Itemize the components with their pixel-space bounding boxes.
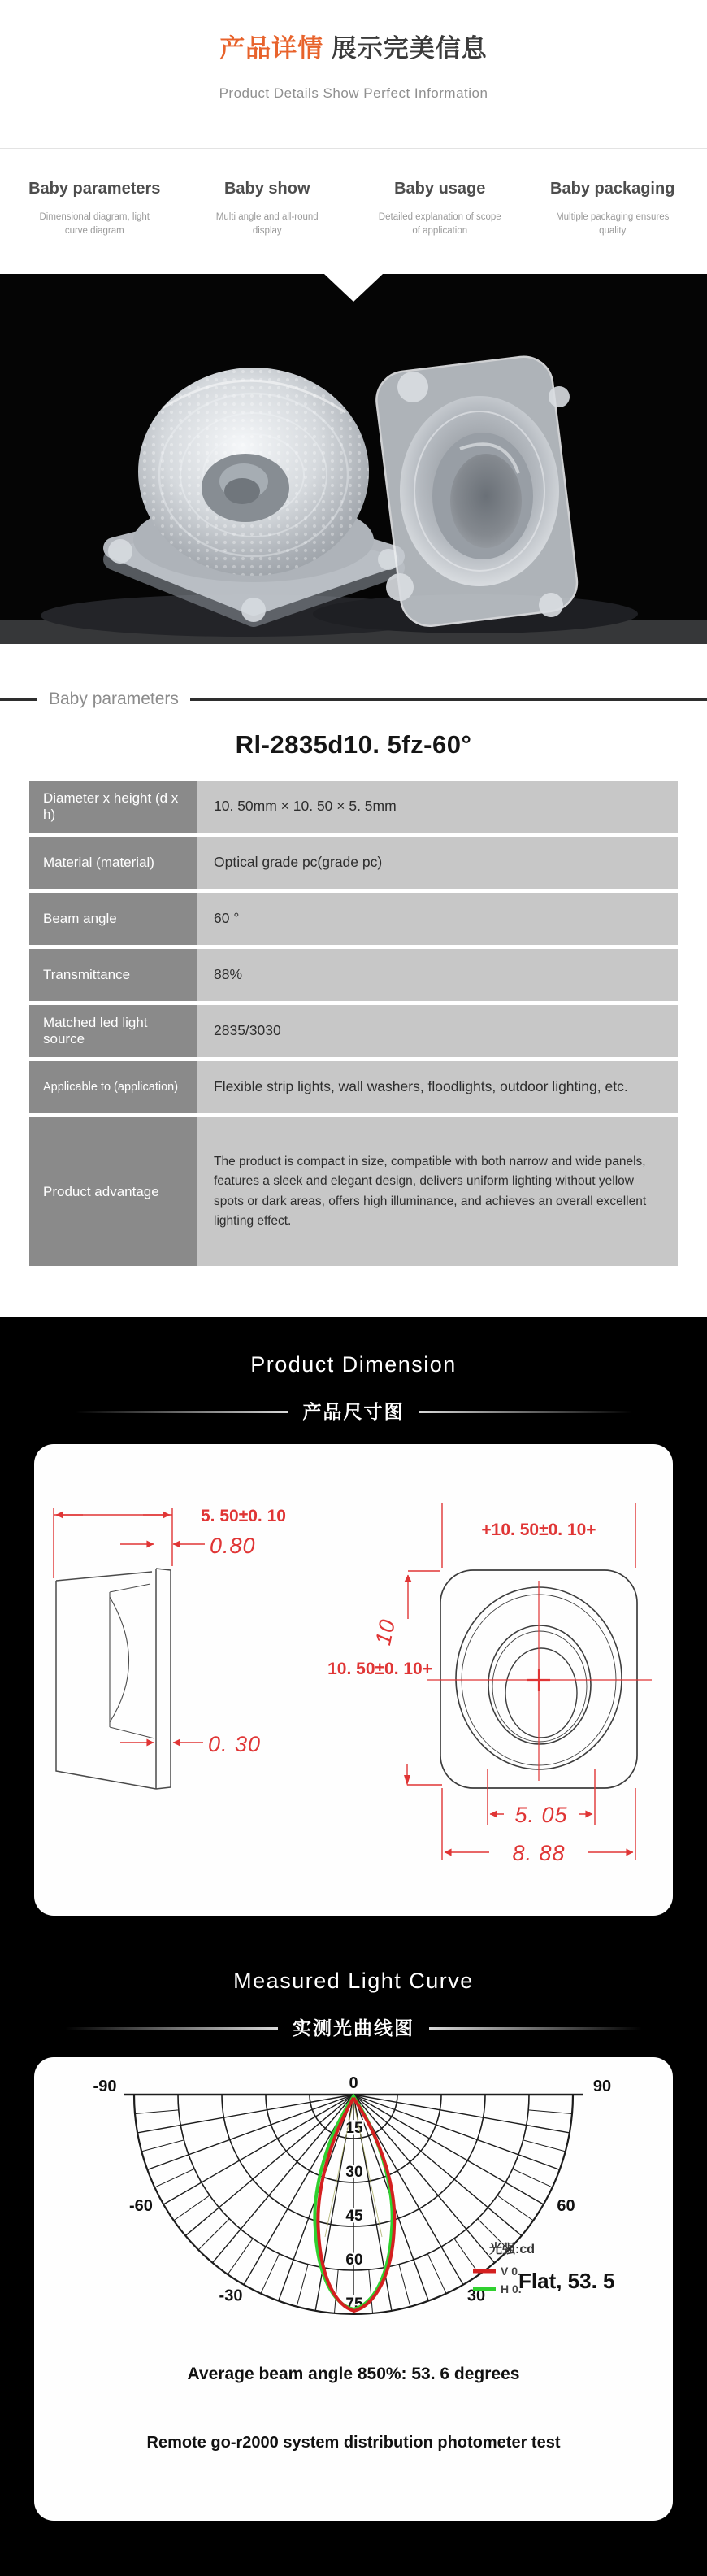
leader-arrowhead [404,1775,410,1786]
spec-value: 10. 50mm × 10. 50 × 5. 5mm [197,781,678,833]
nav-item-desc: Multiple packaging ensures quality [556,212,670,236]
dark-sections [0,1317,707,2576]
spec-label: Product advantage [29,1117,197,1266]
lens-back-view [373,354,580,629]
dim-top-depth: 10 [371,1617,401,1647]
lens-photo-illustration [0,274,707,644]
nav-item-title: Baby usage [394,180,486,198]
beam-angle-caption: Average beam angle 850%: 53. 6 degrees [187,2365,520,2383]
curve-title-zh-row [0,2017,707,2039]
product-model-title: Rl-2835d10. 5fz-60° [235,730,472,759]
dim-top-width: +10. 50±0. 10+ [481,1521,596,1539]
dimension-drawing-panel [34,1444,673,1916]
spec-label: Matched led light source [29,1005,197,1057]
dim-side-wall: 0. 30 [208,1732,262,1756]
page-subtitle: Product Details Show Perfect Information [219,85,488,101]
gradient-line-left [76,1411,288,1413]
nav-item-title: Baby show [223,180,310,198]
dim-side-width: 5. 50±0. 10 [201,1507,286,1525]
legend-title: 光强:cd [489,2243,536,2256]
nav-item-title: Baby parameters [28,180,161,198]
gradient-line-right [429,2027,642,2030]
dimension-title-zh-row [0,1400,707,1423]
pointer-notch [324,274,383,302]
svg-text:-30: -30 [219,2287,243,2305]
page-header [0,0,707,102]
dim-bottom-outer: 8. 88 [512,1841,566,1865]
nav-item-desc: Dimensional diagram, light curve diagram [39,212,150,236]
table-row [29,837,678,889]
light-curve-panel [34,2057,673,2521]
polar-distribution-chart [34,2070,673,2339]
parameters-section [0,644,707,1317]
divider-line-right [190,698,707,701]
svg-text:75: 75 [345,2295,363,2313]
spec-label: Applicable to (application) [29,1061,197,1113]
nav-item-baby-packaging[interactable] [527,178,700,238]
spec-label: Material (material) [29,837,197,889]
photometer-note: Remote go-r2000 system distribution photometer test [146,2434,561,2452]
page-title-highlight: 产品详情 [219,34,324,63]
svg-text:60: 60 [345,2252,363,2269]
page-title-rest: 展示完美信息 [323,34,488,63]
dim-top-height: 10. 50±0. 10+ [327,1660,432,1678]
spec-value: Optical grade pc(grade pc) [197,837,678,889]
section-divider [0,690,707,709]
table-row [29,1117,678,1266]
legend-label-v: V 0. [501,2265,521,2278]
svg-text:30: 30 [466,2287,486,2305]
dim-bottom-inner: 5. 05 [514,1803,568,1827]
product-photo [0,274,707,644]
nav-item-baby-usage[interactable] [354,178,527,238]
nav-item-title: Baby packaging [550,180,675,198]
table-row [29,1061,678,1113]
table-row [29,1005,678,1057]
dimension-title-en: Product Dimension [250,1352,457,1377]
category-nav [0,148,707,274]
spec-value: The product is compact in size, compatible with both narrow and wide panels, features a sleek and elegant design, delivers uniform lighting without yellow spots or dark areas, offers high illuminance, and achieves an overall excellent lighting effect. [197,1117,678,1266]
legend-label-h: H 0. [501,2282,522,2295]
cad-drawing [34,1444,673,1912]
spec-value: 88% [197,949,678,1001]
gradient-line-right [419,1411,632,1413]
nav-item-desc: Detailed explanation of scope of application [378,212,501,236]
nav-item-baby-show[interactable] [181,178,354,238]
spec-label: Transmittance [29,949,197,1001]
svg-text:-60: -60 [129,2197,153,2215]
gradient-line-left [65,2027,278,2030]
curve-title-zh: 实测光曲线图 [293,2017,414,2039]
spec-value: Flexible strip lights, wall washers, floodlights, outdoor lighting, etc. [197,1061,678,1113]
dim-side-lip: 0.80 [210,1534,256,1558]
svg-text:0: 0 [349,2074,358,2092]
svg-text:45: 45 [345,2208,363,2225]
spec-label: Beam angle [29,893,197,945]
divider-line-left [0,698,37,701]
page-title [0,33,707,65]
section-label: Baby parameters [49,690,179,708]
spec-value: 2835/3030 [197,1005,678,1057]
svg-text:60: 60 [557,2197,575,2215]
side-view-outline [56,1569,171,1789]
legend-annotation: Flat, 53. 5 [518,2269,615,2293]
spec-table [29,781,678,1266]
table-row [29,949,678,1001]
svg-text:15: 15 [345,2120,363,2137]
nav-item-baby-parameters[interactable] [8,178,181,238]
curve-title-en: Measured Light Curve [233,1969,474,1993]
table-row [29,893,678,945]
nav-item-desc: Multi angle and all-round display [215,212,319,236]
table-row [29,781,678,833]
spec-value: 60 ° [197,893,678,945]
dimension-title-zh: 产品尺寸图 [302,1401,405,1422]
svg-text:30: 30 [345,2164,363,2181]
svg-text:-90: -90 [93,2078,117,2095]
svg-text:90: 90 [592,2078,612,2095]
spec-label: Diameter x height (d x h) [29,781,197,833]
